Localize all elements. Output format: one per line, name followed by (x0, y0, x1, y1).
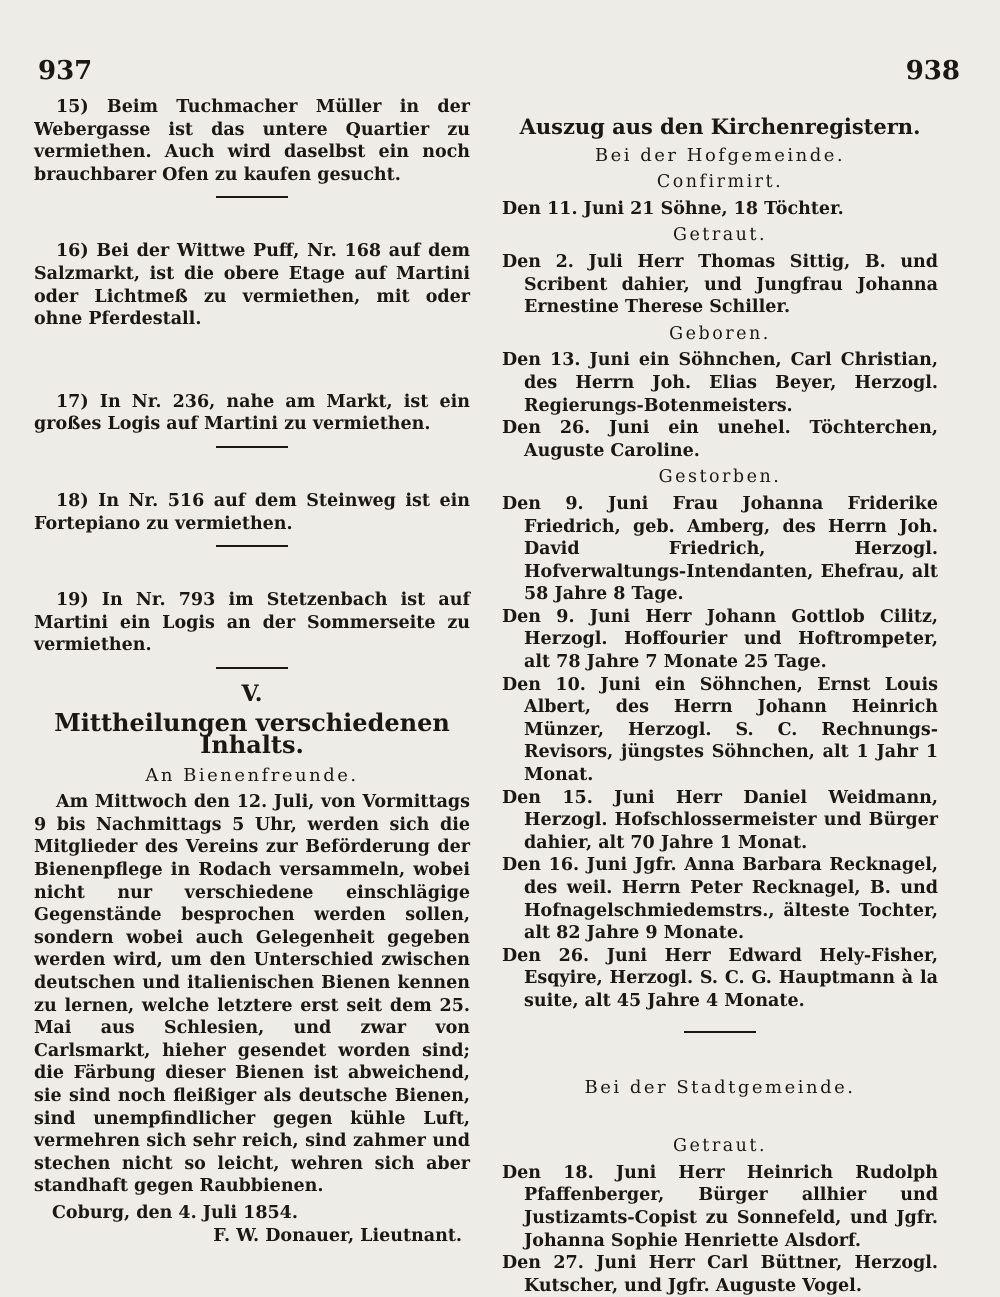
register-entry: Den 26. Juni ein unehel. Töchterchen, Auguste Caroline. (502, 418, 938, 461)
ad-18: 18) In Nr. 516 auf dem Steinweg ist ein Fortepiano zu vermiethen. (34, 490, 470, 534)
register-entry: Den 9. Juni Herr Johann Gottlob Cilitz, Herzogl. Hoffourier und Hoftrompeter, alt 78 Jahre 7 Monate 25 Tage. (502, 606, 938, 673)
married-heading: Getraut. (672, 225, 768, 246)
died-heading: Gestorben. (658, 467, 782, 488)
register-entry: Den 26. Juni Herr Edward Hely-Fisher, Esqyire, Herzogl. S. C. G. Hauptmann à la suite, alt 45 Jahre 4 Monate. (502, 945, 938, 1011)
section-subtitle: An Bienenfreunde. (145, 764, 359, 786)
section-number: V. (241, 680, 263, 707)
divider (684, 1031, 756, 1033)
page-number-left: 937 (38, 56, 93, 86)
right-column (502, 96, 938, 1297)
ad-16: 16) Bei der Wittwe Puff, Nr. 168 auf dem Salzmarkt, ist die obere Etage auf Martini oder Lichtmeß zu vermiethen, mit oder ohne Pferdestall. (34, 241, 470, 330)
court-parish-heading: Bei der Hofgemeinde. (594, 144, 846, 166)
ad-17: 17) In Nr. 236, nahe am Markt, ist ein großes Logis auf Martini zu vermiethen. (34, 391, 470, 435)
divider (216, 667, 288, 669)
divider (216, 196, 288, 198)
ad-19: 19) In Nr. 793 im Stetzenbach ist auf Martini ein Logis an der Sommerseite zu vermiethen. (34, 590, 470, 656)
register-entry: Den 18. Juni Herr Heinrich Rudolph Pfaffenberger, Bürger allhier und Justizamts-Copist zu Sonnefeld, und Jgfr. Johanna Sophie Henriette Alsdorf. (502, 1162, 938, 1251)
ad-15: 15) Beim Tuchmacher Müller in der Webergasse ist das untere Quartier zu vermiethen. Auch wird daselbst ein noch brauchbarer Ofen zu kaufen gesucht. (34, 97, 470, 185)
born-heading: Geboren. (669, 323, 771, 344)
notice-signature: F. W. Donauer, Lieutnant. (213, 1225, 462, 1246)
divider (216, 446, 288, 448)
town-parish-heading: Bei der Stadtgemeinde. (584, 1076, 856, 1098)
register-entry: Den 13. Juni ein Söhnchen, Carl Christian, des Herrn Joh. Elias Beyer, Herzogl. Regierungs-Botenmeisters. (502, 350, 938, 416)
register-entry: Den 16. Juni Jgfr. Anna Barbara Recknagel, des weil. Herrn Peter Recknagel, B. und Hofnagelschmiedemstrs., älteste Tochter, alt 82 Jahre 9 Monate. (502, 855, 938, 944)
section-title: Mittheilungen verschiedenen Inhalts. (54, 707, 450, 760)
divider (216, 545, 288, 547)
left-column (34, 96, 470, 1247)
register-entry: Den 15. Juni Herr Daniel Weidmann, Herzogl. Hofschlossermeister und Bürger dahier, alt 70 Jahre 1 Monat. (502, 787, 938, 853)
notice-body: Am Mittwoch den 12. Juli, von Vormittags 9 bis Nachmittags 5 Uhr, werden sich die Mitglieder des Vereins zur Beförderung der Bienenpflege in Rodach versammeln, wobei nicht nur verschiedene einschlägige Gegenstände besprochen werden sollen, sondern wobei auch Gelegenheit gegeben werden wird, um den Unterschied zwischen deutschen und italienischen Bienen kennen zu lernen, welche letztere erst seit dem 25. Mai aus Schlesien, und zwar von Carlsmarkt, hieher gesendet worden sind; die Färbung dieser Bienen ist abweichend, sie sind noch fleißiger als deutsche Bienen, sind unempfindlicher gegen kühle Luft, vermehren sich sehr reich, sind zahmer und stechen nicht so leicht, wehren sich aber standhaft gegen Raubbienen. (34, 792, 470, 1197)
notice-date: Coburg, den 4. Juli 1854. (52, 1202, 298, 1223)
church-register-heading: Auszug aus den Kirchenregistern. (519, 114, 921, 139)
register-entry: Den 10. Juni ein Söhnchen, Ernst Louis Albert, des Herrn Johann Heinrich Münzer, Herzogl. S. C. Rechnungs-Revisors, jüngstes Söhnchen, alt 1 Jahr 1 Monat. (502, 674, 938, 786)
register-entry: Den 27. Juni Herr Carl Büttner, Herzogl. Kutscher, und Jgfr. Auguste Vogel. (502, 1253, 938, 1296)
register-entry: Den 2. Juli Herr Thomas Sittig, B. und Scribent dahier, und Jungfrau Johanna Ernestine Therese Schiller. (502, 251, 938, 318)
page-number-right: 938 (905, 56, 960, 86)
confirmed-heading: Confirmirt. (656, 172, 784, 193)
register-entry: Den 11. Juni 21 Söhne, 18 Töchter. (502, 198, 844, 219)
register-entry: Den 9. Juni Frau Johanna Friderike Friedrich, geb. Amberg, des Herrn Joh. David Friedrich, Herzogl. Hofverwaltungs-Intendanten, Ehefrau, alt 58 Jahre 8 Tage. (502, 493, 938, 605)
married-heading-town: Getraut. (672, 1136, 768, 1157)
